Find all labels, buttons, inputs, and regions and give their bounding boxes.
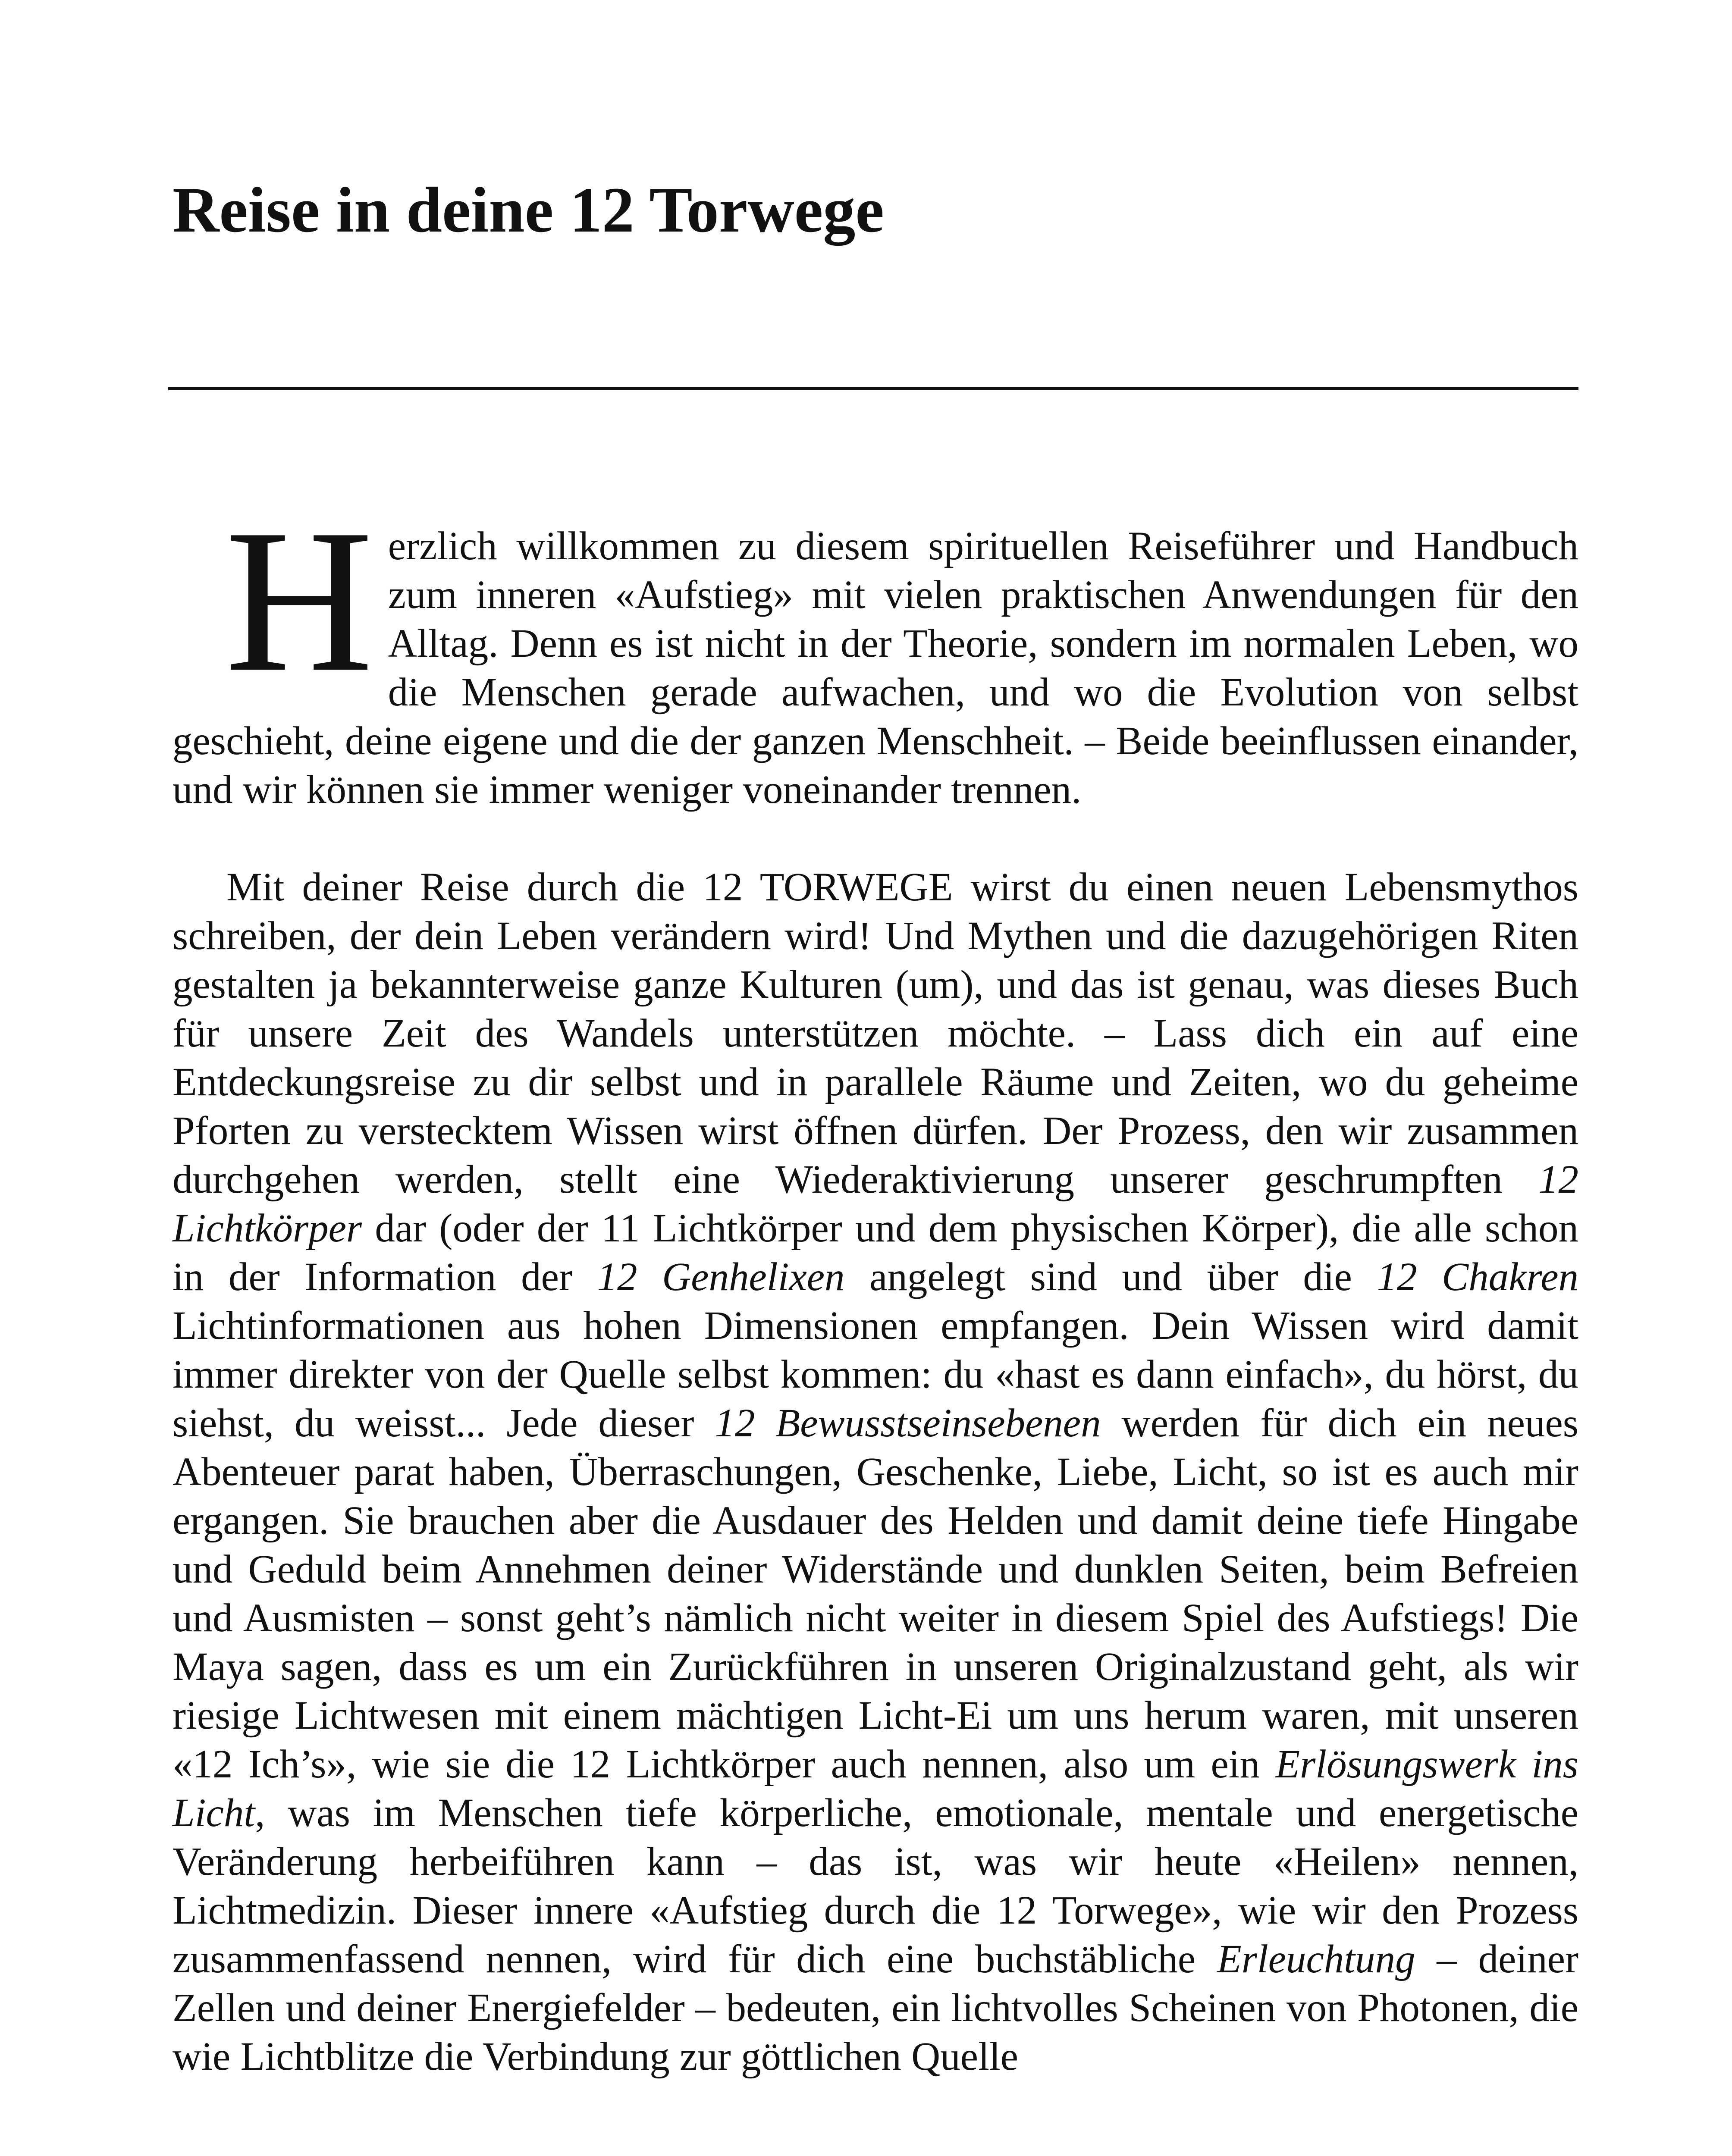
- text-run: – deiner Zellen und deiner Energiefelder – bedeuten, ein lichtvolles Scheinen von Photonen, die wie Lichtblitze die Verbindung zur göttlichen Quelle: [173, 1937, 1579, 2079]
- chapter-title: Reise in deine 12 Torwege: [173, 174, 884, 246]
- italic-run: 12 Chakren: [1377, 1255, 1579, 1299]
- text-run: Lichtinformationen aus hohen Dimensionen empfangen. Dein Wissen wird damit immer direkter von der Quelle selbst kommen: du «hast es dann einfach», du hörst, du siehst, du weisst... Jede dieser: [173, 1304, 1578, 1445]
- text-run: , was im Menschen tiefe körperliche, emotionale, mentale und energetische Veränderung herbeiführen kann – das ist, was wir heute «Heilen» nennen, Lichtmedizin. Dieser innere «Aufstieg durch die 12 Torwege», wie wir den Prozess zusammenfassend nennen, wird für dich eine buchstäbliche: [173, 1791, 1578, 1981]
- italic-run: 12 Genhelixen: [597, 1255, 845, 1299]
- body-text: [173, 487, 1579, 2081]
- italic-run: 12 Bewusstseinsebenen: [715, 1401, 1101, 1445]
- drop-cap: H: [225, 487, 373, 714]
- text-run: Mit deiner Reise durch die 12 TORWEGE wirst du einen neuen Lebensmythos schreiben, der dein Leben verändern wird! Und Mythen und die dazugehörigen Riten gestalten ja bekannterweise ganze Kulturen (um), und das ist genau, was dieses Buch für unsere Zeit des Wandels unterstützen möchte. – Lass dich ein auf eine Entdeckungsreise zu dir selbst und in parallele Räume und Zeiten, wo du geheime Pforten zu verstecktem Wissen wirst öffnen dürfen. Der Prozess, den wir zusammen durchgehen werden, stellt eine Wiederaktivierung unserer geschrumpften: [173, 865, 1578, 1202]
- text-run: werden für dich ein neues Abenteuer parat haben, Überraschungen, Geschenke, Liebe, Licht, so ist es auch mir ergangen. Sie brauchen aber die Ausdauer des Helden und damit deine tiefe Hingabe und Geduld beim Annehmen deiner Widerstände und dunklen Seiten, beim Befreien und Ausmisten – sonst geht’s nämlich nicht weiter in diesem Spiel des Aufstiegs! Die Maya sagen, dass es um ein Zurückführen in unseren Originalzustand geht, als wir riesige Lichtwesen mit einem mächtigen Licht-Ei um uns herum waren, mit unseren «12 Ich’s», wie sie die 12 Lichtkörper auch nennen, also um ein: [173, 1401, 1579, 1786]
- title-divider: [168, 387, 1578, 390]
- text-run: dar (oder der 11 Lichtkörper und dem physischen Körper), die alle schon in der Information der: [173, 1206, 1578, 1299]
- italic-run: 12 Lichtkörper: [173, 1157, 1578, 1250]
- paragraph: [173, 863, 1578, 2081]
- text-run: angelegt sind und über die: [844, 1255, 1377, 1299]
- text-run: erzlich willkommen zu diesem spirituellen Reiseführer und Handbuch zum inneren «Aufstieg» mit vielen praktischen Anwendungen für den Alltag. Denn es ist nicht in der Theorie, sondern im normalen Leben, wo die Menschen gerade aufwachen, und wo die Evolution von selbst geschieht, deine eigene und die der ganzen Menschheit. – Beide beeinflussen einander, und wir können sie immer weniger voneinander trennen.: [173, 524, 1578, 812]
- italic-run: Erleuchtung: [1217, 1937, 1415, 1981]
- italic-run: Erlösungswerk ins Licht: [173, 1742, 1578, 1835]
- paragraph: [173, 487, 1578, 814]
